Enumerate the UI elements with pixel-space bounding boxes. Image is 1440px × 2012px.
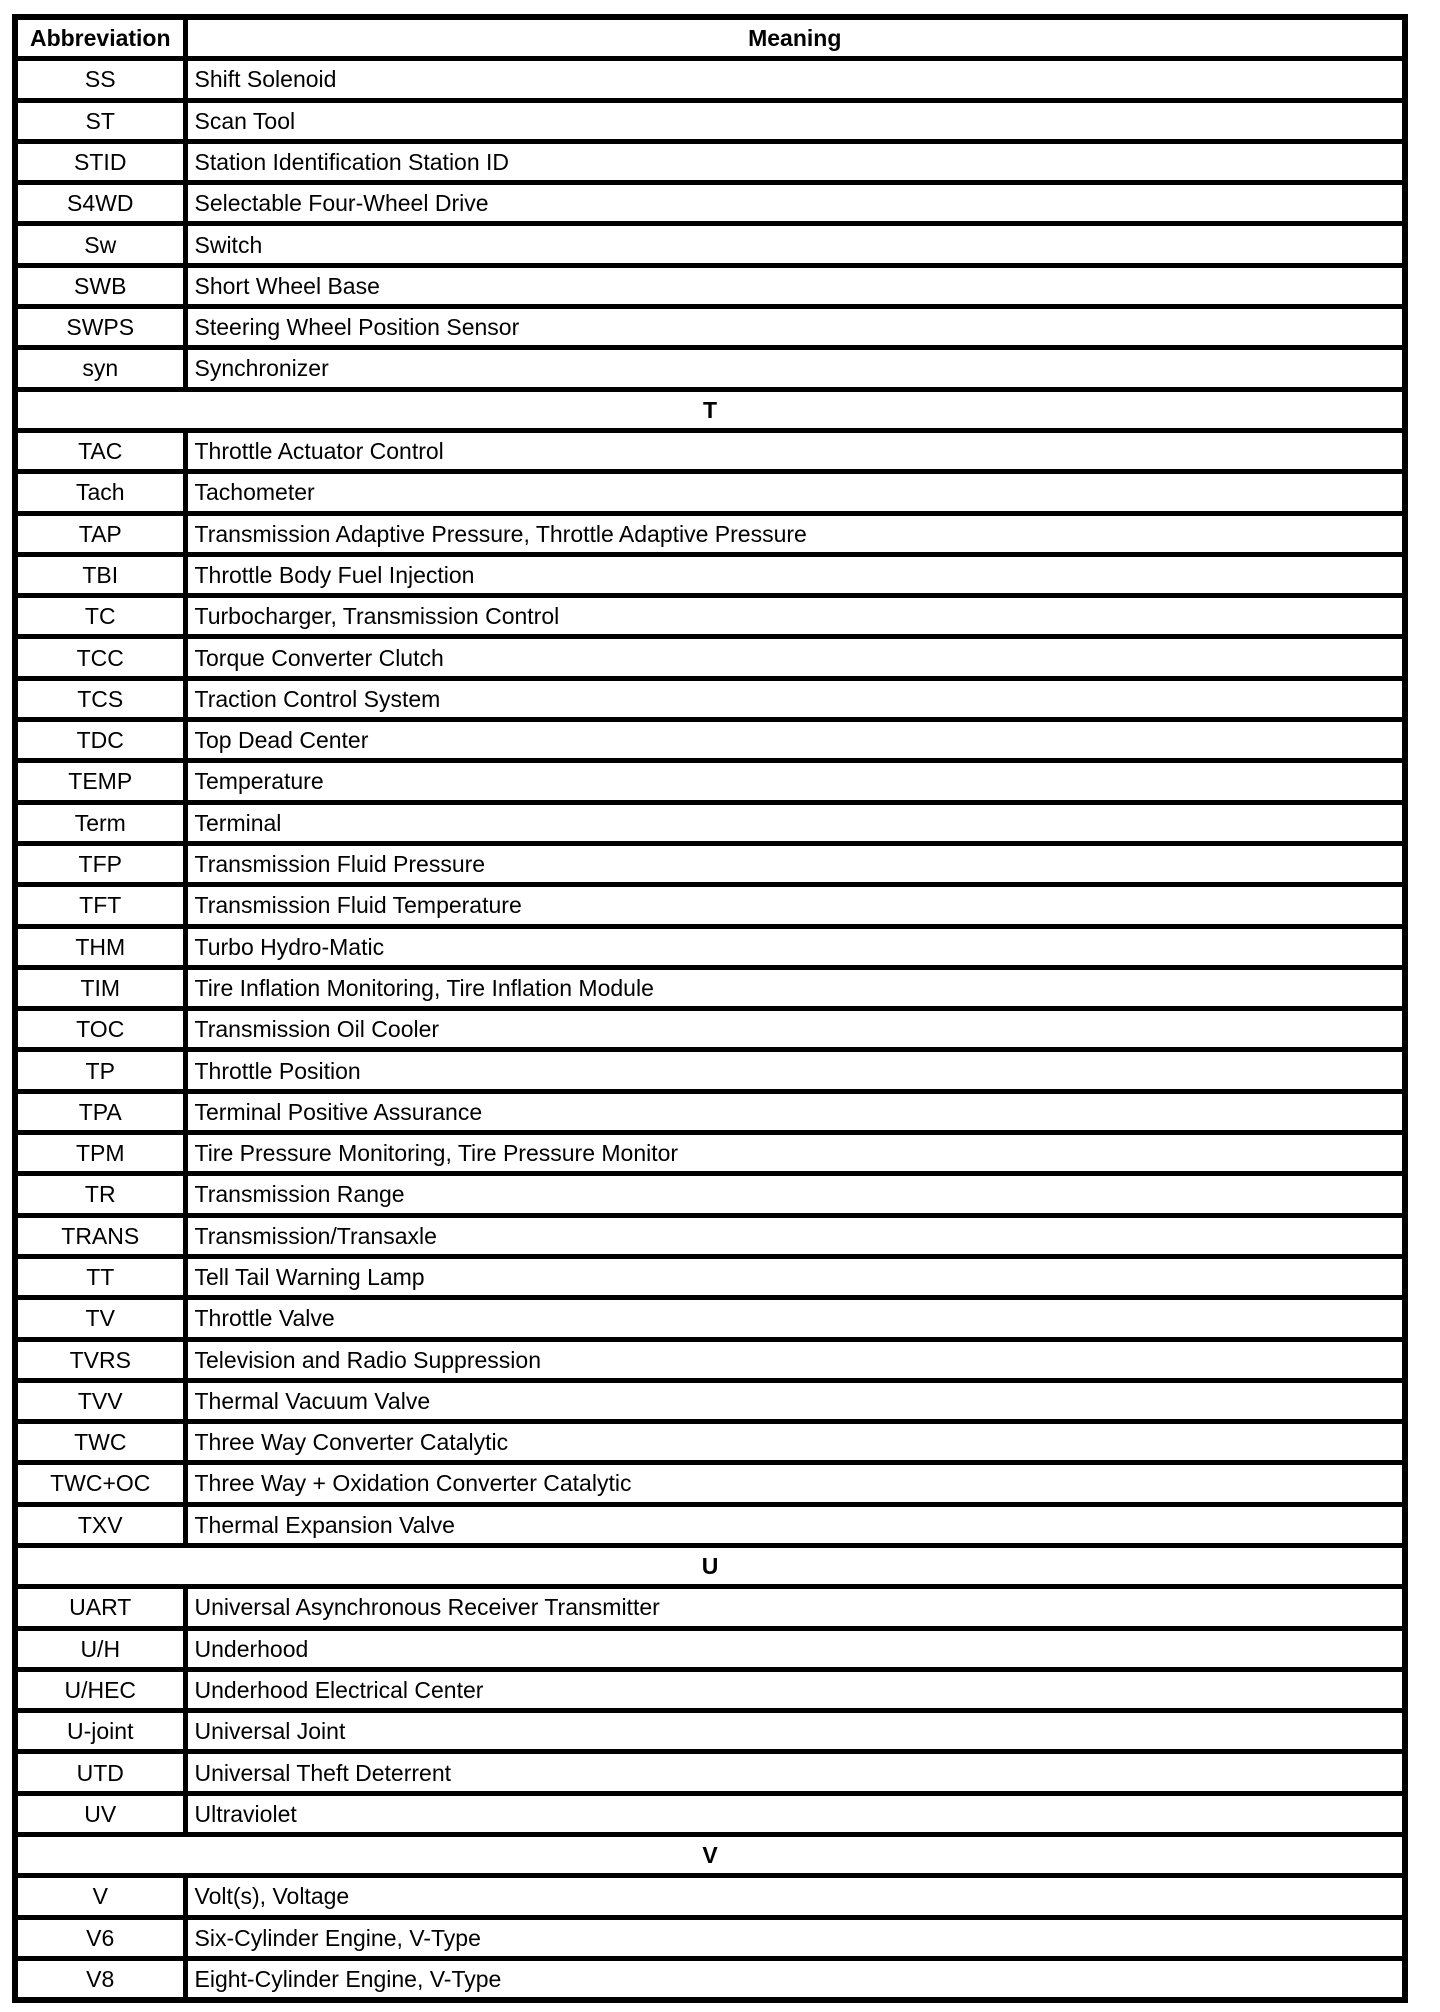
table-row	[15, 1009, 1405, 1050]
section-row	[15, 1835, 1405, 1876]
abbreviation-cell: V8	[15, 1958, 185, 2000]
table-row	[15, 1298, 1405, 1339]
meaning-cell: Thermal Vacuum Valve	[185, 1380, 1405, 1421]
table-row	[15, 843, 1405, 884]
abbreviation-cell: TOC	[15, 1009, 185, 1050]
meaning-cell: Universal Asynchronous Receiver Transmitter	[185, 1587, 1405, 1628]
section-letter: V	[15, 1835, 1405, 1876]
table-row	[15, 430, 1405, 471]
table-row	[15, 1669, 1405, 1710]
table-row	[15, 307, 1405, 348]
meaning-cell: Three Way + Oxidation Converter Catalytic	[185, 1463, 1405, 1504]
abbreviation-cell: Term	[15, 802, 185, 843]
table-row	[15, 348, 1405, 389]
abbreviation-cell: S4WD	[15, 183, 185, 224]
table-row	[15, 265, 1405, 306]
table-row	[15, 1380, 1405, 1421]
table-row	[15, 802, 1405, 843]
table-row	[15, 1876, 1405, 1917]
header-row	[15, 17, 1405, 59]
abbreviation-cell: TFT	[15, 885, 185, 926]
meaning-cell: Throttle Actuator Control	[185, 430, 1405, 471]
table-row	[15, 1587, 1405, 1628]
meaning-cell: Torque Converter Clutch	[185, 637, 1405, 678]
meaning-cell: Transmission Fluid Pressure	[185, 843, 1405, 884]
section-row	[15, 1545, 1405, 1586]
table-row	[15, 1793, 1405, 1834]
abbreviation-cell: TVRS	[15, 1339, 185, 1380]
table-row	[15, 513, 1405, 554]
meaning-cell: Three Way Converter Catalytic	[185, 1422, 1405, 1463]
table-row	[15, 1917, 1405, 1958]
meaning-cell: Switch	[185, 224, 1405, 265]
meaning-cell: Ultraviolet	[185, 1793, 1405, 1834]
abbreviation-cell: TDC	[15, 720, 185, 761]
abbreviation-cell: TWC+OC	[15, 1463, 185, 1504]
abbreviation-cell: TT	[15, 1256, 185, 1297]
table-row	[15, 1174, 1405, 1215]
meaning-cell: Throttle Position	[185, 1050, 1405, 1091]
meaning-cell: Transmission Oil Cooler	[185, 1009, 1405, 1050]
meaning-cell: Transmission Fluid Temperature	[185, 885, 1405, 926]
abbreviation-cell: TPA	[15, 1091, 185, 1132]
abbreviation-cell: SS	[15, 59, 185, 100]
table-row	[15, 224, 1405, 265]
table-row	[15, 1050, 1405, 1091]
meaning-cell: Volt(s), Voltage	[185, 1876, 1405, 1917]
abbreviation-cell: V	[15, 1876, 185, 1917]
abbreviation-cell: ST	[15, 100, 185, 141]
meaning-cell: Universal Joint	[185, 1711, 1405, 1752]
abbreviation-cell: TRANS	[15, 1215, 185, 1256]
meaning-cell: Underhood	[185, 1628, 1405, 1669]
abbreviation-cell: UART	[15, 1587, 185, 1628]
abbreviation-cell: SWPS	[15, 307, 185, 348]
meaning-cell: Shift Solenoid	[185, 59, 1405, 100]
table-row	[15, 637, 1405, 678]
meaning-cell: Throttle Valve	[185, 1298, 1405, 1339]
abbreviation-cell: TCS	[15, 678, 185, 719]
table-row	[15, 59, 1405, 100]
table-row	[15, 1215, 1405, 1256]
abbreviation-cell: TBI	[15, 554, 185, 595]
abbreviation-cell: TAC	[15, 430, 185, 471]
header-abbreviation: Abbreviation	[15, 17, 185, 59]
meaning-cell: Top Dead Center	[185, 720, 1405, 761]
meaning-cell: Selectable Four-Wheel Drive	[185, 183, 1405, 224]
table-row	[15, 596, 1405, 637]
section-letter: U	[15, 1545, 1405, 1586]
abbreviation-cell: UTD	[15, 1752, 185, 1793]
meaning-cell: Television and Radio Suppression	[185, 1339, 1405, 1380]
meaning-cell: Terminal	[185, 802, 1405, 843]
abbreviation-cell: SWB	[15, 265, 185, 306]
meaning-cell: Tachometer	[185, 472, 1405, 513]
abbreviation-cell: TP	[15, 1050, 185, 1091]
abbreviation-cell: Tach	[15, 472, 185, 513]
abbreviation-cell: UV	[15, 1793, 185, 1834]
meaning-cell: Underhood Electrical Center	[185, 1669, 1405, 1710]
table-row	[15, 554, 1405, 595]
meaning-cell: Short Wheel Base	[185, 265, 1405, 306]
abbreviation-cell: TAP	[15, 513, 185, 554]
abbreviation-cell: THM	[15, 926, 185, 967]
abbreviation-cell: TIM	[15, 967, 185, 1008]
section-row	[15, 389, 1405, 430]
abbreviation-cell: TR	[15, 1174, 185, 1215]
abbreviation-cell: U-joint	[15, 1711, 185, 1752]
abbreviation-cell: TXV	[15, 1504, 185, 1545]
table-row	[15, 1091, 1405, 1132]
abbreviation-cell: TWC	[15, 1422, 185, 1463]
abbreviation-cell: STID	[15, 141, 185, 182]
table-row	[15, 100, 1405, 141]
table-row	[15, 1628, 1405, 1669]
table-row	[15, 141, 1405, 182]
table-row	[15, 1422, 1405, 1463]
table-row	[15, 967, 1405, 1008]
abbreviation-table	[12, 14, 1408, 2003]
meaning-cell: Transmission Range	[185, 1174, 1405, 1215]
table-row	[15, 1711, 1405, 1752]
abbreviation-cell: U/HEC	[15, 1669, 185, 1710]
meaning-cell: Steering Wheel Position Sensor	[185, 307, 1405, 348]
abbreviation-cell: TEMP	[15, 761, 185, 802]
meaning-cell: Tire Inflation Monitoring, Tire Inflation Module	[185, 967, 1405, 1008]
meaning-cell: Transmission/Transaxle	[185, 1215, 1405, 1256]
abbreviation-cell: TV	[15, 1298, 185, 1339]
meaning-cell: Tire Pressure Monitoring, Tire Pressure Monitor	[185, 1133, 1405, 1174]
table-row	[15, 183, 1405, 224]
abbreviation-cell: Sw	[15, 224, 185, 265]
meaning-cell: Turbo Hydro-Matic	[185, 926, 1405, 967]
abbreviation-cell: U/H	[15, 1628, 185, 1669]
meaning-cell: Temperature	[185, 761, 1405, 802]
meaning-cell: Transmission Adaptive Pressure, Throttle Adaptive Pressure	[185, 513, 1405, 554]
meaning-cell: Six-Cylinder Engine, V-Type	[185, 1917, 1405, 1958]
abbreviation-cell: TCC	[15, 637, 185, 678]
meaning-cell: Eight-Cylinder Engine, V-Type	[185, 1958, 1405, 2000]
meaning-cell: Synchronizer	[185, 348, 1405, 389]
meaning-cell: Scan Tool	[185, 100, 1405, 141]
table-row	[15, 678, 1405, 719]
meaning-cell: Tell Tail Warning Lamp	[185, 1256, 1405, 1297]
meaning-cell: Thermal Expansion Valve	[185, 1504, 1405, 1545]
table-row	[15, 761, 1405, 802]
abbreviation-cell: TVV	[15, 1380, 185, 1421]
abbreviation-cell: syn	[15, 348, 185, 389]
table-row	[15, 720, 1405, 761]
abbreviation-cell: TFP	[15, 843, 185, 884]
table-row	[15, 472, 1405, 513]
table-row	[15, 1256, 1405, 1297]
meaning-cell: Throttle Body Fuel Injection	[185, 554, 1405, 595]
table-row	[15, 885, 1405, 926]
table-row	[15, 1463, 1405, 1504]
table-row	[15, 1958, 1405, 2000]
table-body	[15, 59, 1405, 2000]
meaning-cell: Turbocharger, Transmission Control	[185, 596, 1405, 637]
section-letter: T	[15, 389, 1405, 430]
abbreviation-cell: V6	[15, 1917, 185, 1958]
abbreviation-cell: TPM	[15, 1133, 185, 1174]
meaning-cell: Universal Theft Deterrent	[185, 1752, 1405, 1793]
table-row	[15, 1504, 1405, 1545]
table-row	[15, 1133, 1405, 1174]
abbreviation-cell: TC	[15, 596, 185, 637]
header-meaning: Meaning	[185, 17, 1405, 59]
table-row	[15, 926, 1405, 967]
meaning-cell: Terminal Positive Assurance	[185, 1091, 1405, 1132]
meaning-cell: Traction Control System	[185, 678, 1405, 719]
table-row	[15, 1339, 1405, 1380]
meaning-cell: Station Identification Station ID	[185, 141, 1405, 182]
table-row	[15, 1752, 1405, 1793]
